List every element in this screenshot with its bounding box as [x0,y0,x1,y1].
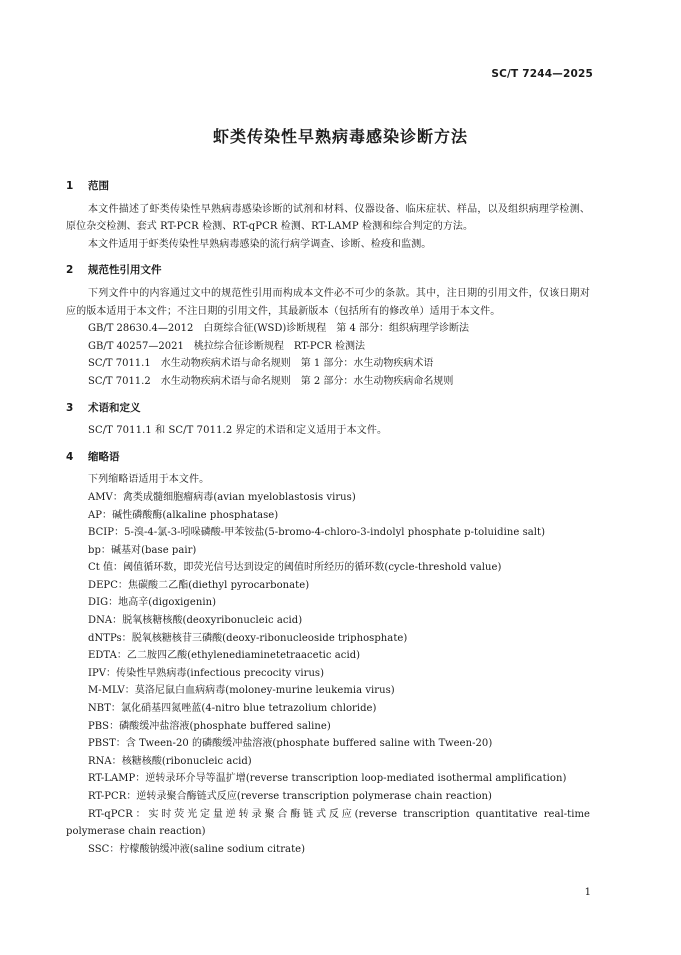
section-title: 术语和定义 [88,401,141,414]
abbreviation-item: EDTA：乙二胺四乙酸(ethylenediaminetetraacetic acid) [88,650,361,662]
abbreviation-item: BCIP：5-溴-4-氯-3-吲哚磷酸-甲苯铵盐(5-bromo-4-chloro-3-indolyl phosphate p-toluidine salt) [88,527,546,539]
scope-paragraph: 本文件适用于虾类传染性早熟病毒感染的流行病学调查、诊断、检疫和监测。 [88,238,432,250]
abbreviation-item: AP：碱性磷酸酶(alkaline phosphatase) [88,509,279,521]
reference-list [66,320,590,390]
abbreviation-item: RT-PCR：逆转录聚合酶链式反应(reverse transcription polymerase chain reaction) [88,791,492,802]
abbreviation-item: bp：碱基对(base pair) [88,544,197,556]
section-heading-terms [66,400,590,418]
abbreviation-item: RNA：核糖核酸(ribonucleic acid) [88,755,252,767]
section-heading-normative-references [66,262,590,280]
abbreviation-item: NBT：氯化硝基四氮唑蓝(4-nitro blue tetrazolium chloride) [88,703,377,715]
section-heading-abbreviations [66,449,590,467]
abbreviation-item: dNTPs：脱氧核糖核苷三磷酸(deoxy-ribonucleoside triphosphate) [88,632,408,644]
abbreviation-list [66,489,590,858]
abbreviation-item: IPV：传染性早熟病毒(infectious precocity virus) [88,667,325,679]
reference-item: SC/T 7011.1 水生动物疾病术语与命名规则 第 1 部分：水生动物疾病术语 [88,358,434,370]
document-title: 虾类传染性早熟病毒感染诊断方法 [212,127,468,146]
abbreviation-item: AMV：禽类成髓细胞瘤病毒(avian myeloblastosis virus) [88,491,356,503]
section-number: 2 [66,264,74,277]
scope-paragraph: 本文件描述了虾类传染性早熟病毒感染诊断的试剂和材料、仪器设备、临床症状、样品，以及组织病理学检测、原位杂交检测、套式 RT-PCR 检测、RT-qPCR 检测、RT-LAMP 检测和综合判定的方法。 [66,203,590,233]
section-title: 规范性引用文件 [88,264,162,277]
abbreviations-intro: 下列缩略语适用于本文件。 [88,474,210,486]
abbreviation-item: SSC：柠檬酸钠缓冲液(saline sodium citrate) [88,843,306,855]
section-number: 1 [66,180,74,192]
abbreviation-item: DEPC：焦碳酸二乙酯(diethyl pyrocarbonate) [88,579,310,591]
reference-item: GB/T 40257—2021 桃拉综合征诊断规程 RT-PCR 检测法 [88,340,366,352]
section-number: 3 [66,401,74,414]
section-title: 缩略语 [88,450,120,463]
reference-item: SC/T 7011.2 水生动物疾病术语与命名规则 第 2 部分：水生动物疾病命名规则 [88,375,454,387]
section-heading-scope [66,178,590,196]
section-title: 范围 [88,180,109,192]
abbreviation-item: RT-qPCR：实时荧光定量逆转录聚合酶链式反应(reverse transcription quantitative real-time polymerase chain reaction) [66,808,590,838]
abbreviation-item: PBST：含 Tween-20 的磷酸缓冲盐溶液(phosphate buffered saline with Tween-20) [88,738,493,750]
normative-intro: 下列文件中的内容通过文中的规范性引用而构成本文件必不可少的条款。其中，注日期的引用文件，仅该日期对应的版本适用于本文件；不注日期的引用文件，其最新版本（包括所有的修改单）适用于本文件。 [66,287,590,317]
abbreviation-item: DNA：脱氧核糖核酸(deoxyribonucleic acid) [88,615,303,627]
abbreviation-item: RT-LAMP：逆转录环介导等温扩增(reverse transcription loop-mediated isothermal amplification) [88,773,567,785]
abbreviation-item: PBS：磷酸缓冲盐溶液(phosphate buffered saline) [88,720,331,732]
standard-number: SC/T 7244—2025 [491,68,593,80]
page-number: 1 [584,887,591,898]
terms-paragraph: SC/T 7011.1 和 SC/T 7011.2 界定的术语和定义适用于本文件。 [88,425,388,437]
reference-item: GB/T 28630.4—2012 白斑综合征(WSD)诊断规程 第 4 部分：组织病理学诊断法 [88,323,470,335]
document-body [66,170,590,858]
section-number: 4 [66,450,74,463]
abbreviation-item: Ct 值：阈值循环数，即荧光信号达到设定的阈值时所经历的循环数(cycle-threshold value) [88,562,502,574]
abbreviation-item: M-MLV：莫洛尼鼠白血病病毒(moloney-murine leukemia virus) [88,685,395,697]
abbreviation-item: DIG：地高辛(digoxigenin) [88,597,217,609]
